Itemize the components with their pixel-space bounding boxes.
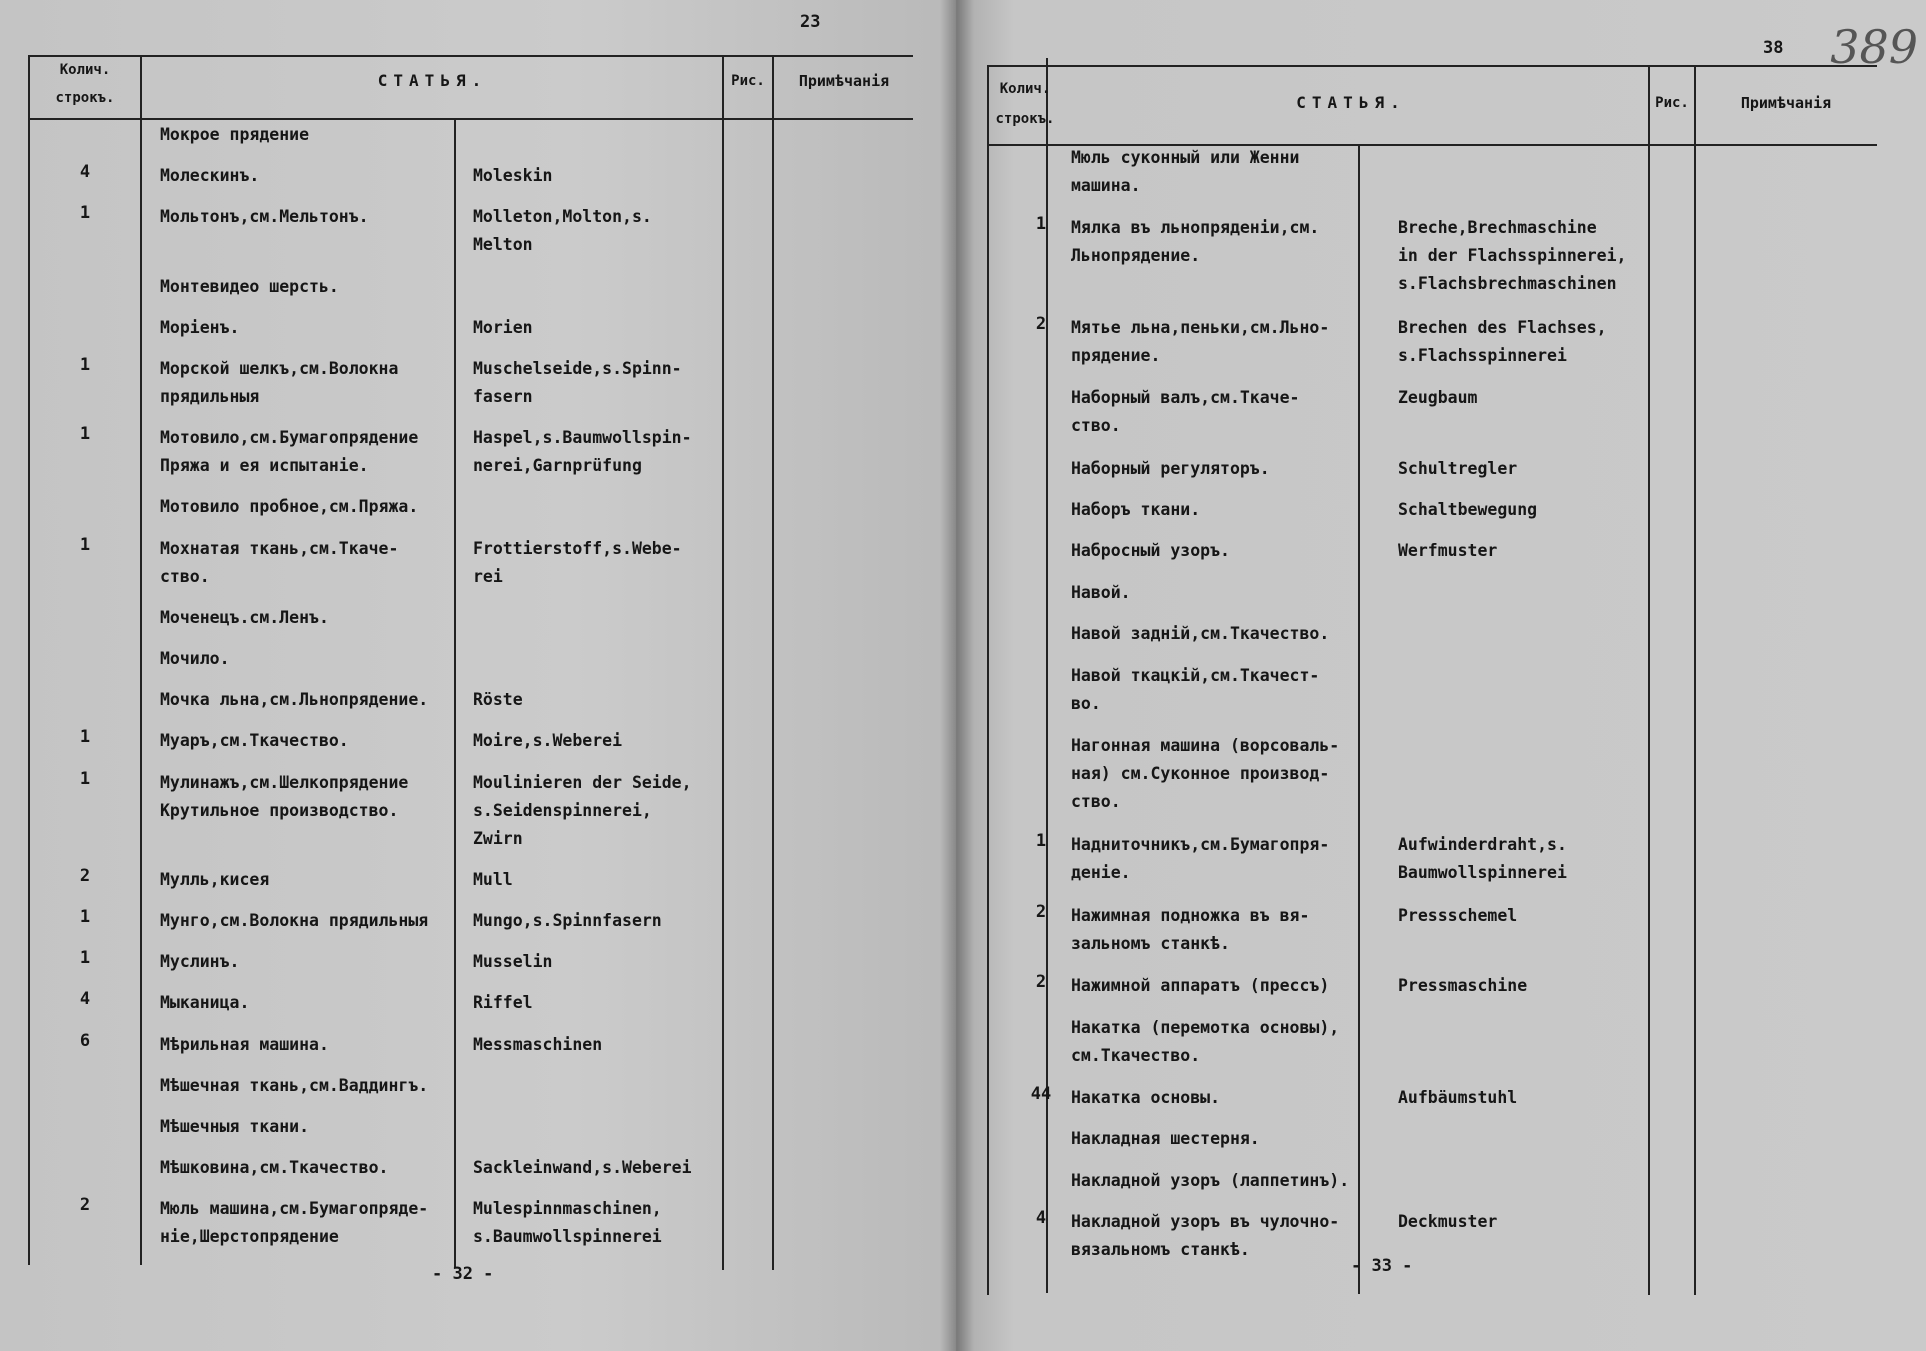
row-term-russian: Нагонная машина (ворсоваль- ная) см.Суконное производ- ство. xyxy=(1071,736,1340,811)
row-term-russian: Мотовило,см.Бумагопрядение Пряжа и ея испытаніе. xyxy=(160,428,419,476)
row-term-russian: Мятье льна,пеньки,см.Льно- прядение. xyxy=(1071,317,1330,365)
row-quantity: 2 xyxy=(1035,972,1047,993)
row-term-russian: Муслинъ. xyxy=(160,952,240,972)
left-page xyxy=(0,0,956,1351)
row-term-russian: Мыканица. xyxy=(160,993,250,1013)
row-term-german: Mull xyxy=(473,869,513,889)
row-term-german: Breche,Brechmaschine in der Flachsspinnerei, s.Flachsbrechmaschinen xyxy=(1398,218,1627,294)
book-gutter xyxy=(940,0,974,1351)
row-term-german: Deckmuster xyxy=(1398,1212,1498,1232)
row-term-german: Werfmuster xyxy=(1398,541,1498,561)
article-header: СТАТЬЯ. xyxy=(377,71,488,90)
row-quantity: 1 xyxy=(79,907,91,927)
header-bottom-rule xyxy=(28,118,913,120)
row-term-german: Messmaschinen xyxy=(473,1034,603,1054)
fig-header: Рис. xyxy=(731,73,765,89)
header-top-rule xyxy=(987,65,1877,67)
row-quantity: 1 xyxy=(79,727,91,748)
row-term-german: Musselin xyxy=(473,952,553,972)
row-term-russian: Накатка (перемотка основы), см.Ткачество. xyxy=(1071,1017,1340,1065)
row-term-russian: Навой ткацкій,см.Ткачест- во. xyxy=(1071,665,1320,713)
row-term-german: Mulespinnmaschinen, s.Baumwollspinnerei xyxy=(473,1199,662,1247)
row-term-russian: Мѣшечная ткань,см.Ваддингъ. xyxy=(160,1075,429,1095)
row-term-russian: Морской шелкъ,см.Волокна прядильныя xyxy=(160,359,399,406)
row-term-german: Moulinieren der Seide, s.Seidenspinnerei, Zwirn xyxy=(473,772,692,848)
row-term-russian: Молескинъ. xyxy=(160,166,260,186)
page-number-bottom: - 32 - xyxy=(432,1264,494,1284)
row-term-russian: Мюль машина,см.Бумагопряде- ніе,Шерстопрядение xyxy=(160,1199,429,1247)
notes-header: Примѣчанія xyxy=(1740,94,1832,112)
row-term-russian: Муаръ,см.Ткачество. xyxy=(160,731,349,751)
row-quantity: 1 xyxy=(1035,214,1047,235)
row-quantity: 1 xyxy=(79,203,91,224)
row-quantity: 1 xyxy=(79,424,91,445)
row-term-russian: Мочка льна,см.Льнопрядение. xyxy=(160,690,429,710)
row-term-german: Pressmaschine xyxy=(1398,976,1528,996)
page-number-top: 23 xyxy=(800,12,821,32)
row-term-german: Muschelseide,s.Spinn- fasern xyxy=(473,359,682,406)
row-term-russian: Мюль суконный или Женни машина. xyxy=(1071,148,1300,195)
qty-header: Колич. строкъ. xyxy=(55,62,115,106)
row-term-russian: Нажимная подножка въ вя- зальномъ станкѣ. xyxy=(1071,905,1310,953)
row-quantity: 4 xyxy=(79,989,91,1010)
row-quantity: 6 xyxy=(79,1030,91,1051)
right-page xyxy=(956,0,1926,1351)
row-term-russian: Накладная шестерня. xyxy=(1071,1129,1260,1149)
qty-header: Колич. строкъ. xyxy=(995,81,1055,127)
row-term-russian: Накладной узоръ (лаппетинъ). xyxy=(1071,1170,1350,1190)
row-quantity: 1 xyxy=(79,355,91,375)
row-term-russian: Мѣрильная машина. xyxy=(160,1034,329,1054)
row-quantity: 1 xyxy=(79,534,91,555)
header-top-rule xyxy=(28,55,913,57)
column-rule xyxy=(140,55,142,1265)
row-term-russian: Мѣшковина,см.Ткачество. xyxy=(160,1158,389,1178)
row-term-german: Pressschemel xyxy=(1398,905,1518,925)
column-rule xyxy=(28,55,30,1265)
row-term-russian: Мулинажъ,см.Шелкопрядение Крутильное производство. xyxy=(160,772,409,820)
row-term-russian: Мочило. xyxy=(160,649,230,668)
notes-header: Примѣчанія xyxy=(798,72,890,90)
column-rule xyxy=(772,55,774,1270)
row-term-german: Riffel xyxy=(473,993,533,1013)
row-term-german: Haspel,s.Baumwollspin- nerei,Garnprüfung xyxy=(473,428,692,476)
row-term-russian: Мунго,см.Волокна прядильныя xyxy=(160,911,429,930)
column-rule xyxy=(1694,65,1696,1295)
column-rule xyxy=(1046,58,1048,1293)
row-term-german: Frottierstoff,s.Webe- rei xyxy=(473,538,682,586)
row-term-russian: Мулль,кисея xyxy=(160,869,270,889)
row-term-german: Aufwinderdraht,s. Baumwollspinnerei xyxy=(1398,835,1567,883)
row-term-german: Mungo,s.Spinnfasern xyxy=(473,911,662,930)
row-term-russian: Набросный узоръ. xyxy=(1071,541,1230,561)
row-term-german: Aufbäumstuhl xyxy=(1398,1088,1518,1107)
row-quantity: 1 xyxy=(1035,831,1047,852)
column-rule xyxy=(987,65,989,1295)
row-term-german: Moleskin xyxy=(473,166,553,186)
row-term-russian: Навой. xyxy=(1071,582,1131,602)
row-quantity: 1 xyxy=(79,768,91,789)
row-quantity: 1 xyxy=(79,948,91,969)
row-term-german: Röste xyxy=(473,690,523,710)
row-term-russian: Мялка въ льнопряденіи,см. Льнопрядение. xyxy=(1071,218,1320,266)
row-term-russian: Накладной узоръ въ чулочно- вязальномъ станкѣ. xyxy=(1071,1212,1340,1260)
row-term-german: Schaltbewegung xyxy=(1398,500,1538,519)
row-quantity: 2 xyxy=(1035,313,1047,334)
row-term-russian: Надниточникъ,см.Бумагопря- деніе. xyxy=(1071,835,1330,883)
row-term-german: Sackleinwand,s.Weberei xyxy=(473,1158,692,1178)
row-quantity: 2 xyxy=(1035,901,1047,922)
row-term-russian: Монтевидео шерсть. xyxy=(160,276,339,296)
row-quantity: 2 xyxy=(79,865,91,886)
row-term-russian: Нажимной аппаратъ (прессъ) xyxy=(1071,976,1330,996)
page-number-bottom: - 33 - xyxy=(1351,1256,1413,1276)
row-term-russian: Моріенъ. xyxy=(160,317,240,337)
row-quantity: 2 xyxy=(79,1195,91,1216)
row-term-german: Zeugbaum xyxy=(1398,388,1478,408)
row-term-german: Brechen des Flachses, s.Flachsspinnerei xyxy=(1398,317,1607,365)
page-number-top: 38 xyxy=(1763,38,1784,58)
row-term-russian: Накатка основы. xyxy=(1071,1088,1221,1107)
row-term-russian: Мохнатая ткань,см.Ткаче- ство. xyxy=(160,538,399,586)
row-term-russian: Наборный валъ,см.Ткаче- ство. xyxy=(1071,388,1300,436)
article-header: СТАТЬЯ. xyxy=(1296,93,1406,112)
row-term-russian: Мольтонъ,см.Мельтонъ. xyxy=(160,207,369,227)
row-term-german: Schultregler xyxy=(1398,458,1518,478)
row-quantity: 4 xyxy=(1035,1208,1047,1229)
row-term-russian: Мотовило пробное,см.Пряжа. xyxy=(160,497,419,517)
row-term-russian: Моченецъ.см.Ленъ. xyxy=(160,607,329,627)
row-term-russian: Навой задній,см.Ткачество. xyxy=(1071,624,1330,644)
row-term-russian: Наборный регуляторъ. xyxy=(1071,458,1270,478)
row-term-german: Morien xyxy=(473,317,533,337)
row-term-russian: Мѣшечныя ткани. xyxy=(160,1117,310,1136)
archive-stamp: 389 xyxy=(1830,20,1918,74)
row-quantity: 44 xyxy=(1030,1084,1052,1104)
row-term-russian: Мокрое прядение xyxy=(160,125,310,144)
fig-header: Рис. xyxy=(1655,95,1689,111)
row-term-russian: Наборъ ткани. xyxy=(1071,500,1201,519)
row-term-german: Molleton,Molton,s. Melton xyxy=(473,207,652,255)
row-term-german: Moire,s.Weberei xyxy=(473,731,623,751)
row-quantity: 4 xyxy=(79,162,91,183)
